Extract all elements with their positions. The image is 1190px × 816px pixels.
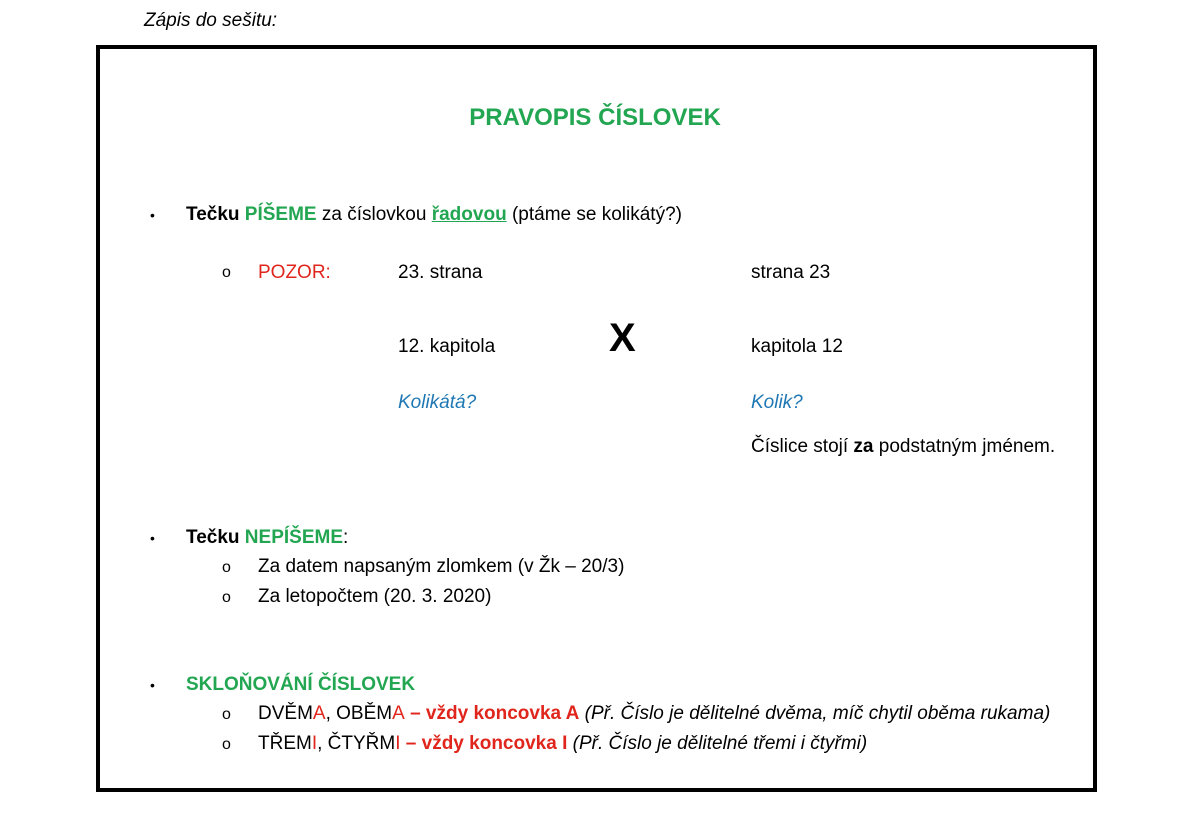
ctyrm: , ČTYŘM bbox=[317, 733, 396, 754]
header-note: Zápis do sešitu: bbox=[144, 10, 278, 31]
section2-colon: : bbox=[343, 527, 349, 548]
ending-i: I bbox=[395, 733, 401, 754]
pozor-label: POZOR: bbox=[258, 262, 331, 283]
bullet-icon: • bbox=[150, 207, 155, 223]
section2-word-nepiseme: NEPÍŠEME bbox=[244, 527, 343, 548]
section2-word-tecku: Tečku bbox=[186, 527, 240, 548]
section1-heading bbox=[186, 204, 682, 226]
page-title: PRAVOPIS ČÍSLOVEK bbox=[469, 104, 721, 131]
question-right: Kolik? bbox=[751, 392, 803, 413]
example-a: (Př. Číslo je dělitelné dvěma, míč chytil oběma rukama) bbox=[579, 703, 1051, 724]
section1-word-tecku: Tečku bbox=[186, 204, 240, 225]
ending-i: I bbox=[311, 733, 318, 754]
example-left-2: 12. kapitola bbox=[398, 336, 496, 357]
declension-row-a bbox=[258, 703, 1050, 725]
example-right-2: kapitola 12 bbox=[751, 336, 843, 357]
dvem: DVĚM bbox=[258, 703, 313, 724]
position-note-b: za bbox=[853, 436, 874, 457]
example-left-1: 23. strana bbox=[398, 262, 483, 283]
obem: , OBĚM bbox=[325, 703, 393, 724]
bullet-icon: • bbox=[150, 677, 155, 693]
rule-a: – vždy koncovka A bbox=[404, 703, 580, 724]
sub-bullet-icon: o bbox=[222, 559, 231, 576]
section1-word-ptame: (ptáme se kolikátý?) bbox=[511, 204, 682, 225]
position-note bbox=[751, 436, 1055, 458]
sub-bullet-icon: o bbox=[222, 736, 231, 753]
sub-bullet-icon: o bbox=[222, 589, 231, 606]
list-item: Za letopočtem (20. 3. 2020) bbox=[258, 586, 492, 607]
sub-bullet-icon: o bbox=[222, 264, 231, 281]
declension-row-i bbox=[258, 733, 867, 755]
example-i: (Př. Číslo je dělitelné třemi i čtyřmi) bbox=[567, 733, 868, 754]
position-note-c: podstatným jménem. bbox=[878, 436, 1056, 457]
sub-bullet-icon: o bbox=[222, 706, 231, 723]
example-right-1: strana 23 bbox=[751, 262, 831, 283]
section1-word-radovou: řadovou bbox=[431, 204, 507, 225]
section1-word-piseme: PÍŠEME bbox=[244, 204, 317, 225]
section3-heading: SKLOŇOVÁNÍ ČÍSLOVEK bbox=[186, 674, 416, 695]
rule-i: – vždy koncovka I bbox=[400, 733, 568, 754]
trem: TŘEM bbox=[258, 733, 312, 754]
ending-a: A bbox=[392, 703, 405, 724]
position-note-a: Číslice stojí bbox=[751, 436, 849, 457]
bullet-icon: • bbox=[150, 530, 155, 546]
section2-heading bbox=[186, 527, 348, 549]
section1-word-za-cislovkou: za číslovkou bbox=[321, 204, 427, 225]
ending-a: A bbox=[312, 703, 326, 724]
question-left: Kolikátá? bbox=[398, 392, 477, 413]
list-item: Za datem napsaným zlomkem (v Žk – 20/3) bbox=[258, 556, 625, 577]
cross-mark: X bbox=[609, 316, 636, 360]
